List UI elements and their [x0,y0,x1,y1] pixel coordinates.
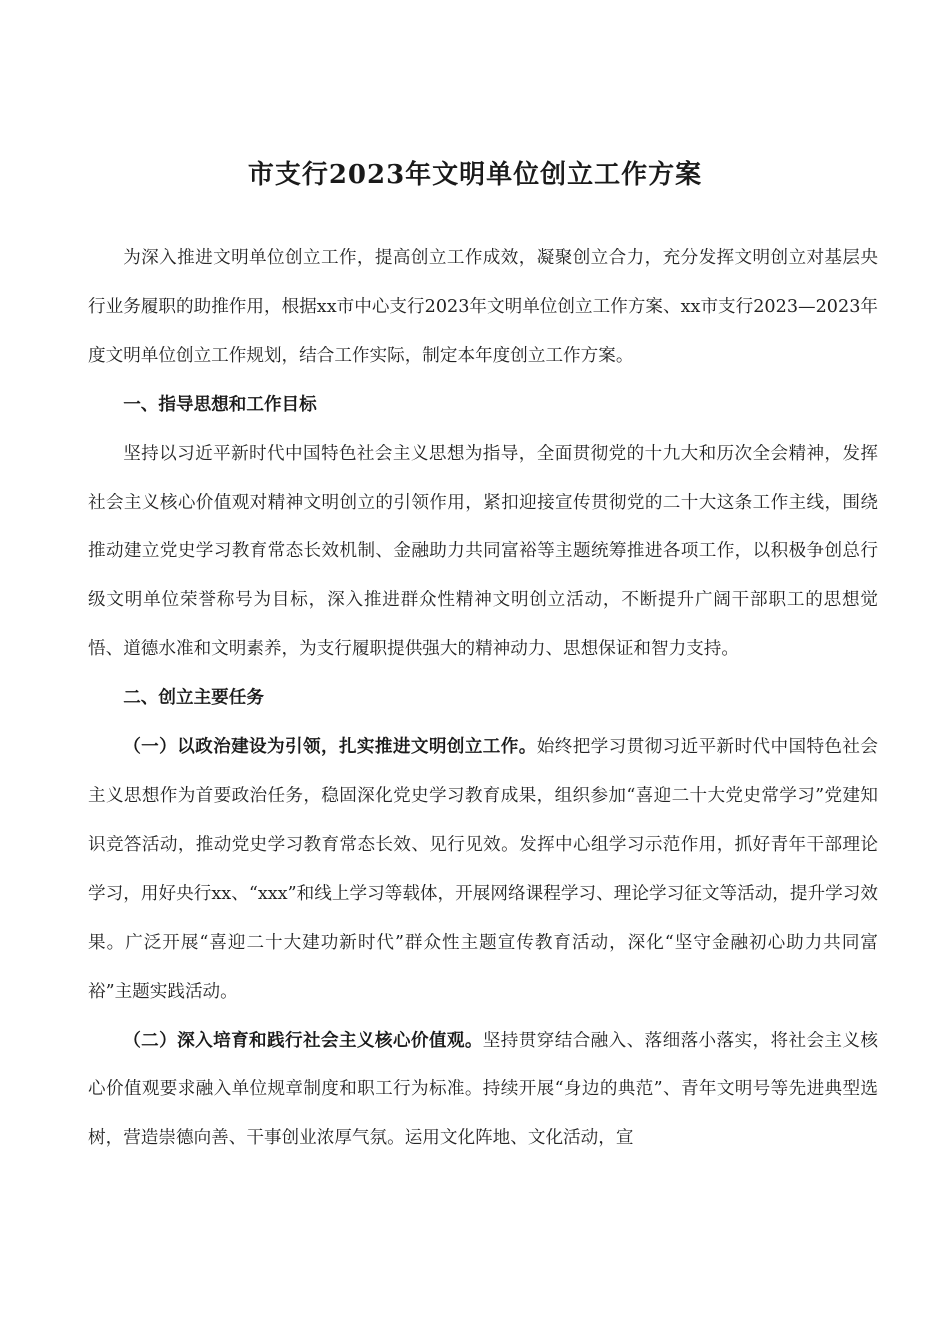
task-lead-political-building: （一）以政治建设为引领，扎实推进文明创立工作。 [123,736,537,758]
document-body [88,234,878,1163]
task-paragraph-political-building [88,723,878,1016]
document-title: 市支行2023年文明单位创立工作方案 [247,160,703,190]
task-text-political-building: 始终把学习贯彻习近平新时代中国特色社会主义思想作为首要政治任务，稳固深化党史学习教育成果，组织参加“喜迎二十大党史常学习”党建知识竞答活动，推动党史学习教育常态长效、见行见效。发挥中心组学习示范作用，抓好青年干部理论学习，用好央行xx、“xxx”和线上学习等载体，开展网络课程学习、理论学习征文等活动，提升学习效果。广泛开展“喜迎二十大建功新时代”群众性主题宣传教育活动，深化“坚守金融初心助力共同富裕”主题实践活动。 [88,737,878,1002]
section-heading-main-tasks: 二、创立主要任务 [123,687,264,709]
section-heading-guiding-ideology: 一、指导思想和工作目标 [123,393,317,415]
section-paragraph-guiding-ideology: 坚持以习近平新时代中国特色社会主义思想为指导，全面贯彻党的十九大和历次全会精神，发挥社会主义核心价值观对精神文明创立的引领作用，紧扣迎接宣传贯彻党的二十大这条工作主线，围绕推动建立党史学习教育常态长效机制、金融助力共同富裕等主题统筹推进各项工作，以积极争创总行级文明单位荣誉称号为目标，深入推进群众性精神文明创立活动，不断提升广阔干部职工的思想觉悟、道德水准和文明素养，为支行履职提供强大的精神动力、思想保证和智力支持。 [88,443,878,660]
intro-paragraph: 为深入推进文明单位创立工作，提高创立工作成效，凝聚创立合力，充分发挥文明创立对基层央行业务履职的助推作用，根据xx市中心支行2023年文明单位创立工作方案、xx市支行2023—2023年度文明单位创立工作规划，结合工作实际，制定本年度创立工作方案。 [88,248,878,366]
task-paragraph-core-values [88,1017,878,1164]
task-text-core-values: 坚持贯穿结合融入、落细落小落实，将社会主义核心价值观要求融入单位规章制度和职工行为标准。持续开展“身边的典范”、青年文明号等先进典型选树，营造崇德向善、干事创业浓厚气氛。运用文化阵地、文化活动，宣 [88,1030,878,1149]
task-lead-core-values: （二）深入培育和践行社会主义核心价值观。 [123,1029,483,1051]
